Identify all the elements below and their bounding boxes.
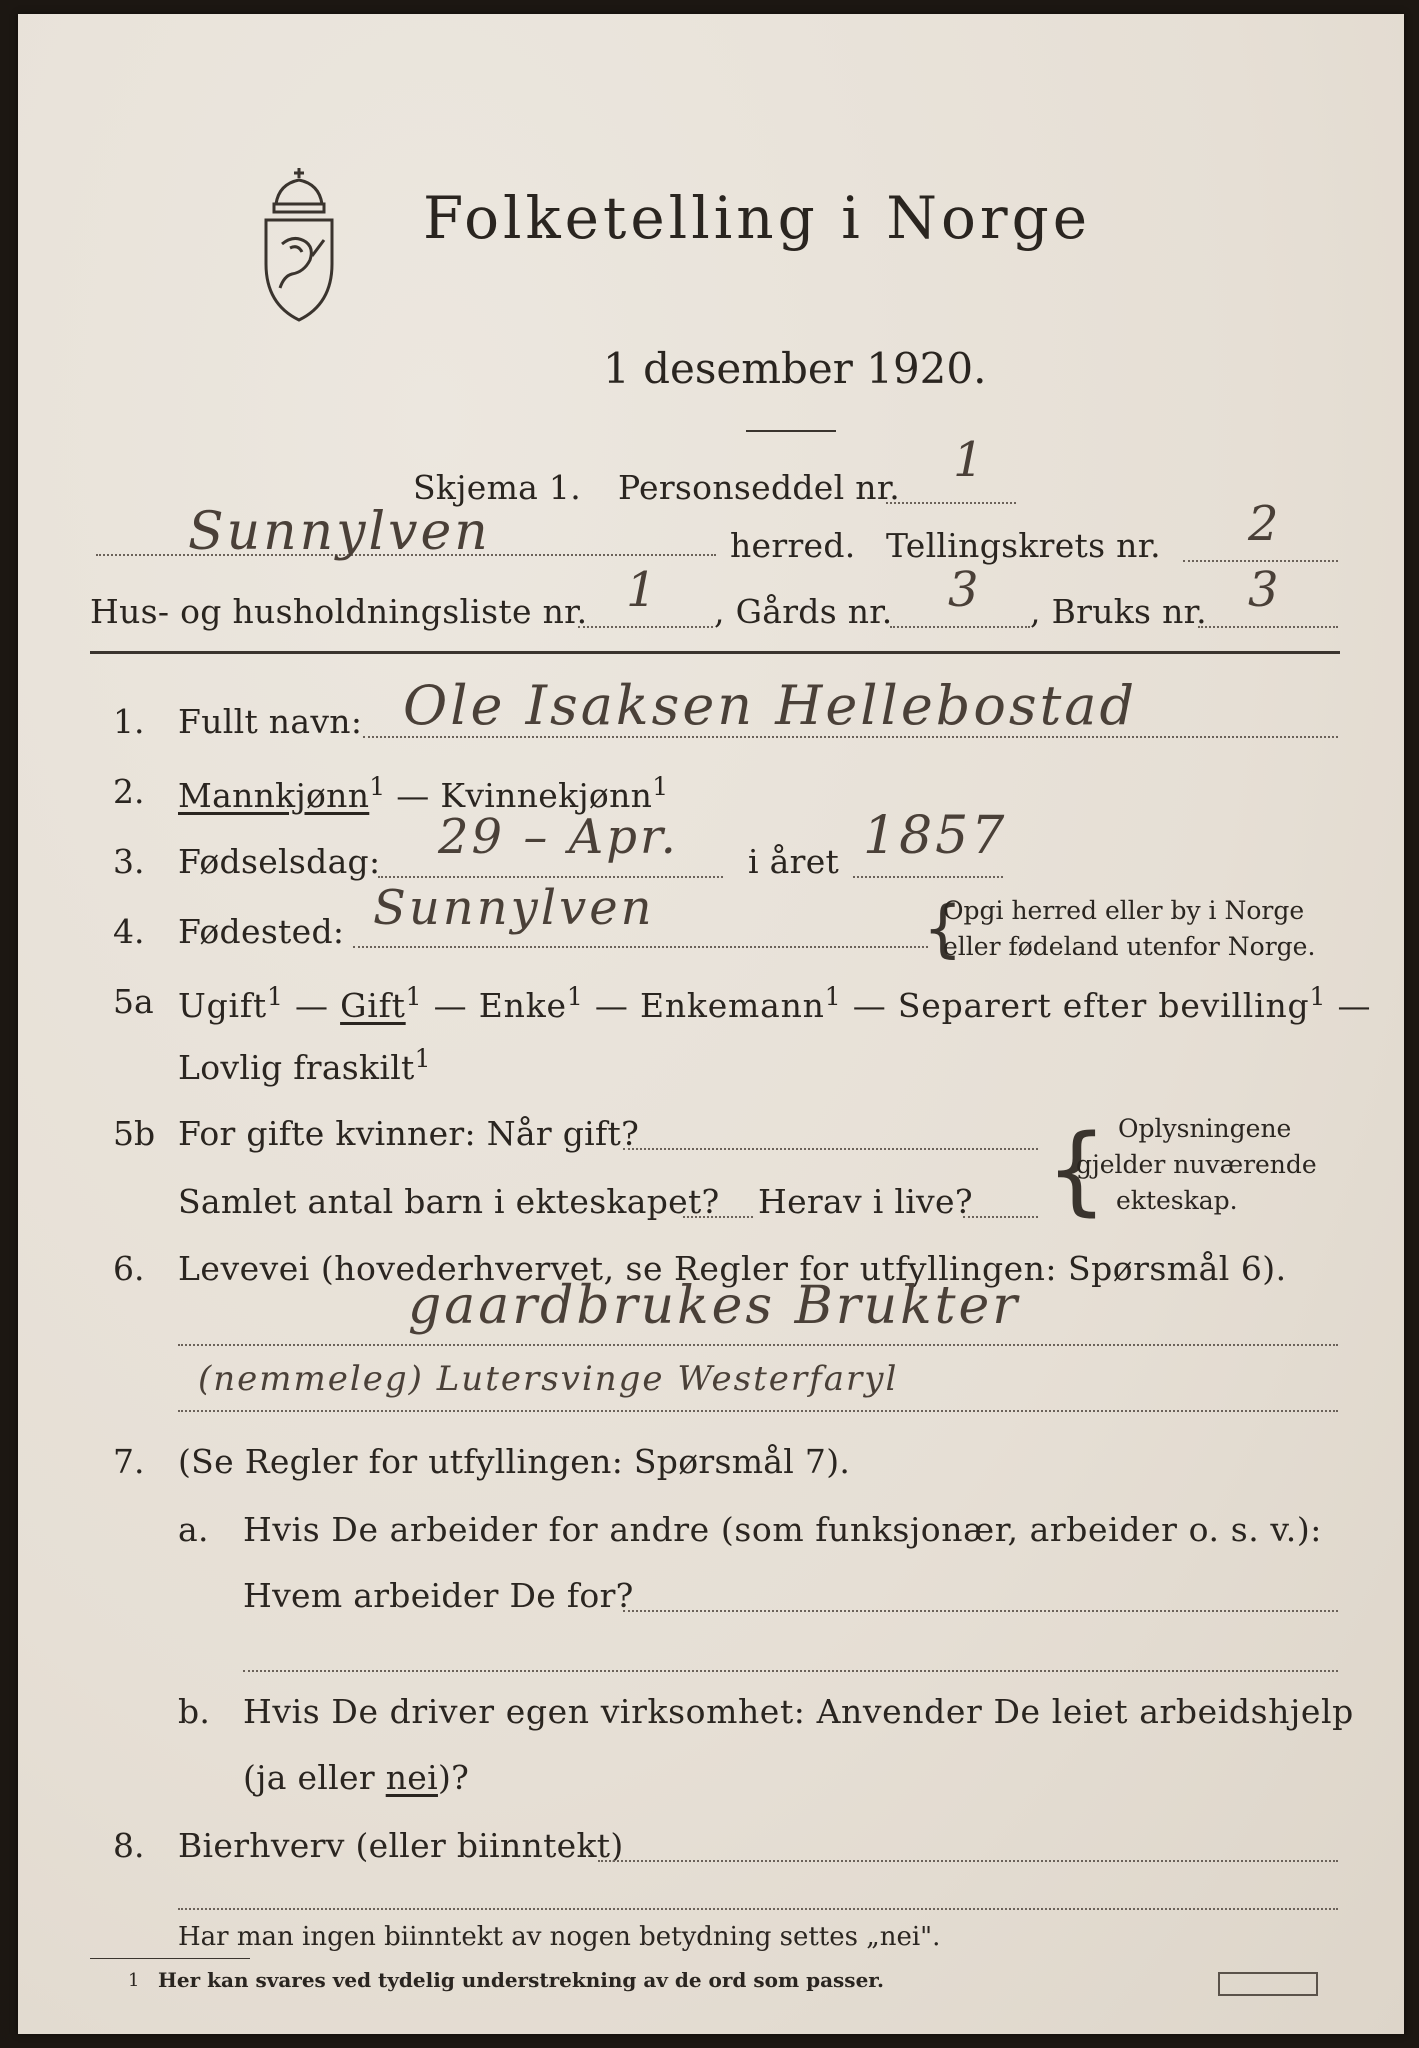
q1-full-name[interactable]: Ole Isaksen Hellebostad — [403, 674, 1138, 737]
q7b-sub-start: (ja eller — [243, 1758, 386, 1797]
q4-note-1: Opgi herred eller by i Norge — [943, 896, 1305, 925]
q2-separator: — — [385, 776, 441, 815]
hus-label: Hus- og husholdningsliste nr. — [90, 592, 588, 631]
gards-label: , Gårds nr. — [714, 592, 893, 631]
q6-dotline-1 — [178, 1344, 1338, 1346]
q5a-number: 5a — [113, 982, 154, 1021]
q5b-note-3: ekteskap. — [1116, 1186, 1238, 1215]
q4-label: Fødested: — [178, 912, 345, 951]
q5b-number: 5b — [113, 1114, 156, 1153]
q5a-sup-enkemann: 1 — [824, 982, 842, 1011]
q6-dotline-2 — [178, 1410, 1338, 1412]
q3-dotline — [378, 876, 723, 878]
personseddel-value[interactable]: 1 — [953, 432, 987, 488]
q6-occupation-2[interactable]: (nemmeleg) Lutersvinge Westerfaryl — [198, 1359, 899, 1399]
footnote-mark: 1 — [128, 1970, 140, 1991]
q7b-letter: b. — [178, 1692, 211, 1731]
gards-value[interactable]: 3 — [948, 562, 982, 618]
q5a-enke[interactable]: Enke — [478, 986, 567, 1025]
q7a-dotline-1 — [623, 1610, 1338, 1612]
q7b-sub — [243, 1758, 469, 1797]
q7a-sub: Hvem arbeider De for? — [243, 1576, 634, 1615]
gards-dotline — [890, 626, 1030, 628]
q4-number: 4. — [113, 912, 145, 951]
q5a-dash-1: — — [283, 986, 341, 1025]
q4-brace: { — [923, 892, 963, 965]
hus-dotline — [578, 626, 713, 628]
bruks-dotline — [1198, 626, 1338, 628]
q5a-sup-ugift: 1 — [266, 982, 284, 1011]
q5b-note-2: gjelder nuværende — [1076, 1150, 1317, 1179]
header-separator — [90, 651, 1340, 654]
q5b-alive-dotline — [963, 1216, 1038, 1218]
q3-year-dotline — [853, 876, 1003, 878]
q5a-gift[interactable]: Gift — [340, 986, 406, 1025]
q8-label: Bierhverv (eller biinntekt) — [178, 1826, 624, 1865]
q3-birthdate[interactable]: 29 – Apr. — [438, 809, 679, 865]
q6-label: Levevei (hovederhvervet, se Regler for utfyllingen: Spørsmål 6). — [178, 1249, 1287, 1288]
herred-label: herred. — [730, 526, 856, 565]
tellingskrets-label: Tellingskrets nr. — [886, 526, 1161, 565]
q5b-children-dotline — [683, 1216, 753, 1218]
q5a-sup-enke: 1 — [566, 982, 584, 1011]
q2-female-option[interactable]: Kvinnekjønn — [440, 776, 653, 815]
q5b-married-dotline — [623, 1148, 1038, 1150]
q5a-sup-lovlig: 1 — [414, 1044, 431, 1073]
q1-label: Fullt navn: — [178, 702, 363, 741]
printer-stamp-icon — [1218, 1972, 1318, 1996]
q5a-options — [178, 982, 1371, 1025]
q3-label: Fødselsdag: — [178, 842, 381, 881]
q5b-note-1: Oplysningene — [1118, 1114, 1292, 1143]
q2-number: 2. — [113, 772, 145, 811]
q7b-sub-end: )? — [437, 1758, 470, 1797]
q3-birth-year[interactable]: 1857 — [863, 806, 1008, 866]
q6-occupation-1[interactable]: gaardbrukes Brukter — [408, 1276, 1021, 1336]
footnote-rule — [90, 1958, 250, 1959]
q5b-children-label: Samlet antal barn i ekteskapet? — [178, 1182, 720, 1221]
bruks-label: , Bruks nr. — [1030, 592, 1207, 631]
q1-number: 1. — [113, 702, 145, 741]
q3-year-label: i året — [748, 842, 840, 881]
q4-birthplace[interactable]: Sunnylven — [373, 880, 655, 936]
q2-male-option[interactable]: Mannkjønn — [178, 776, 370, 815]
bruks-value[interactable]: 3 — [1248, 562, 1282, 618]
q2-male-sup: 1 — [369, 772, 386, 801]
q5a-dash-4: — — [841, 986, 898, 1025]
q5a-ugift[interactable]: Ugift — [178, 986, 267, 1025]
q7-number: 7. — [113, 1442, 145, 1481]
q7b-nei-option[interactable]: nei — [385, 1758, 438, 1797]
bottom-note: Har man ingen biinntekt av nogen betydning settes „nei". — [178, 1922, 941, 1952]
q5a-lovlig[interactable]: Lovlig fraskilt — [178, 1048, 415, 1087]
q5a-separert[interactable]: Separert efter bevilling — [897, 986, 1310, 1025]
form-title: Folketelling i Norge — [423, 184, 1092, 252]
q8-dotline-1 — [598, 1860, 1338, 1862]
q2-female-sup: 1 — [652, 772, 669, 801]
q5a-enkemann[interactable]: Enkemann — [639, 986, 825, 1025]
schema-label: Skjema 1. — [413, 468, 582, 507]
q7a-label: Hvis De arbeider for andre (som funksjonær, arbeider o. s. v.): — [243, 1510, 1323, 1549]
q5b-label: For gifte kvinner: Når gift? — [178, 1114, 640, 1153]
q5a-dash-3: — — [583, 986, 640, 1025]
q3-number: 3. — [113, 842, 145, 881]
q7-label: (Se Regler for utfyllingen: Spørsmål 7). — [178, 1442, 851, 1481]
q5a-dash-5: — — [1326, 986, 1372, 1025]
q5a-sup-gift: 1 — [405, 982, 423, 1011]
title-divider — [746, 430, 836, 432]
tellingskrets-value[interactable]: 2 — [1248, 496, 1282, 552]
herred-value[interactable]: Sunnylven — [188, 502, 491, 562]
q5b-alive-label: Herav i live? — [758, 1182, 973, 1221]
q5a-line-2 — [178, 1044, 431, 1087]
footnote-text: Her kan svares ved tydelig understrekning av de ord som passer. — [158, 1968, 884, 1992]
q4-dotline — [353, 946, 928, 948]
personseddel-label: Personseddel nr. — [618, 468, 901, 507]
q5a-sup-separert: 1 — [1309, 982, 1327, 1011]
q4-note-2: eller fødeland utenfor Norge. — [943, 932, 1316, 961]
coat-of-arms-icon — [254, 164, 344, 324]
personseddel-dotline — [886, 502, 1016, 504]
q6-number: 6. — [113, 1249, 145, 1288]
q8-dotline-2 — [178, 1908, 1338, 1910]
q5b-brace: { — [1046, 1114, 1108, 1226]
q7a-dotline-2 — [243, 1670, 1338, 1672]
form-date: 1 desember 1920. — [603, 344, 987, 393]
q7b-label: Hvis De driver egen virksomhet: Anvender De leiet arbeidshjelp — [243, 1692, 1354, 1731]
hus-value[interactable]: 1 — [626, 562, 660, 618]
census-form-page — [18, 14, 1404, 2034]
q7a-letter: a. — [178, 1510, 209, 1549]
q8-number: 8. — [113, 1826, 145, 1865]
q5a-dash-2: — — [422, 986, 479, 1025]
